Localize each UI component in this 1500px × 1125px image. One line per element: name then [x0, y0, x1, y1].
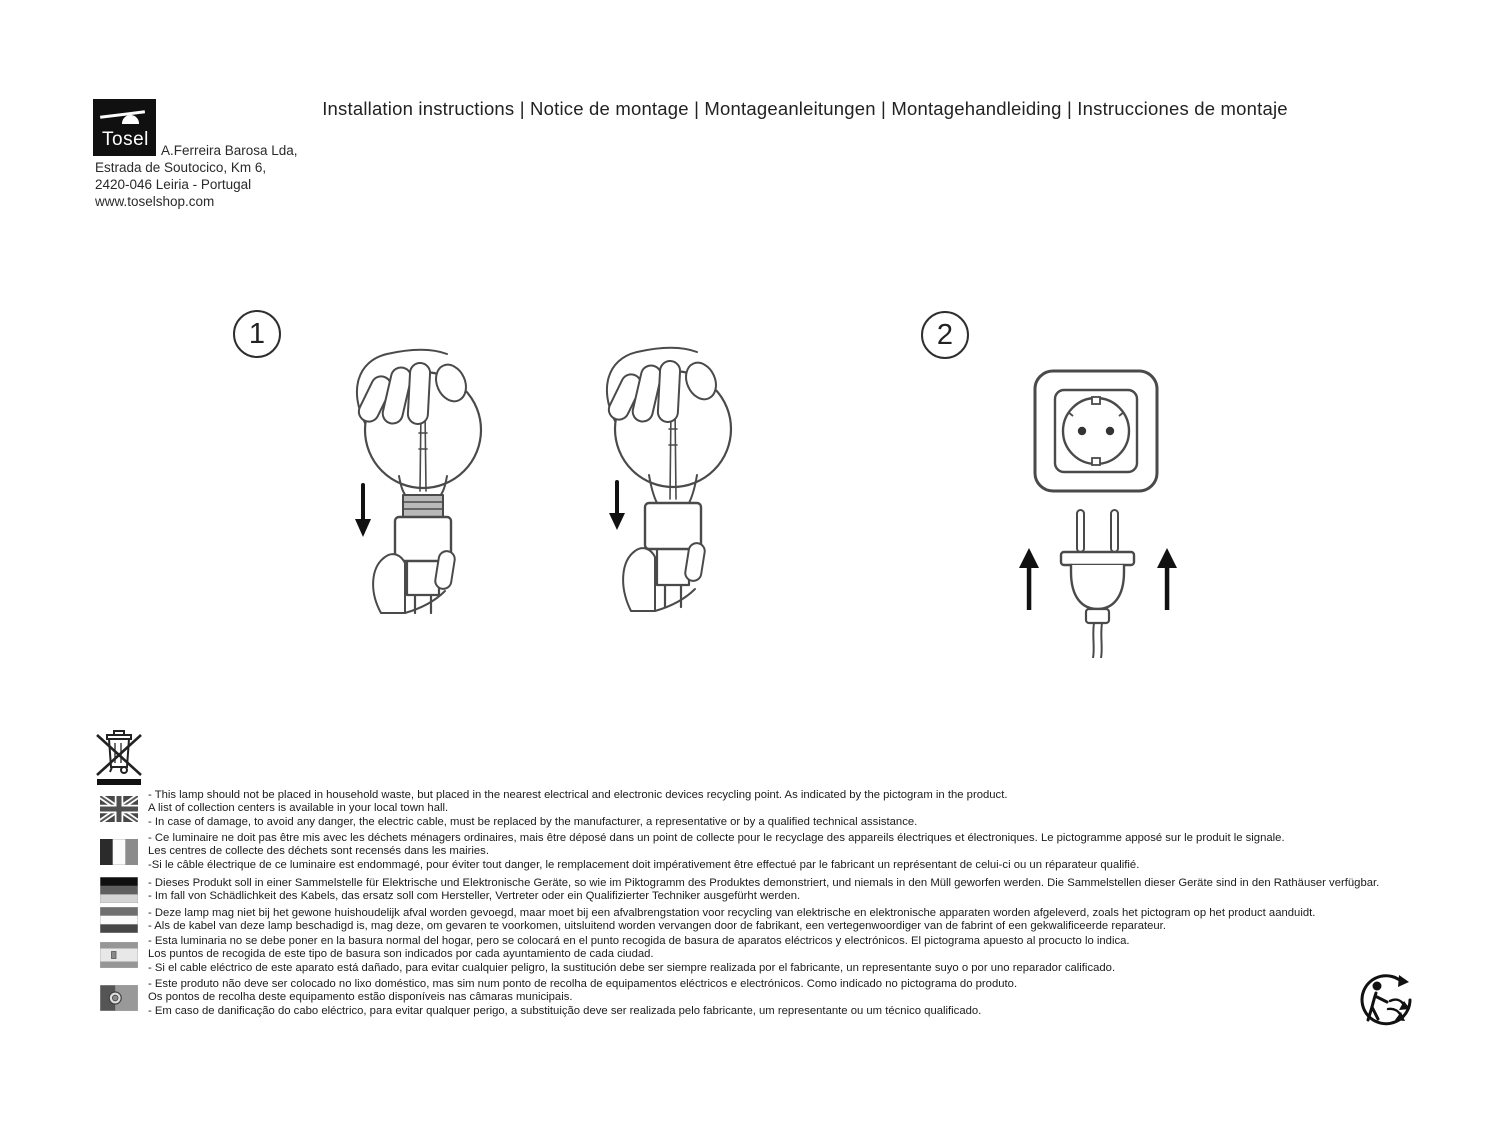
notice-english: [100, 789, 1008, 829]
weee-icon: [95, 729, 143, 786]
notice-line: - Dieses Produkt soll in einer Sammelstelle für Elektrische und Elektronische Geräte, so wie im Piktogramm des Produktes demonstriert, und niemals in den Müll geworfen werden. Die Sammelstellen dieser Geräte sind in den Rathäuser verfügbar.: [148, 877, 1380, 889]
logo-text: Tosel: [102, 129, 149, 150]
address-line: www.toselshop.com: [95, 194, 215, 209]
notice-line: Les centres de collecte des déchets sont recensés dans les mairies.: [148, 845, 489, 858]
triman-icon: [1357, 972, 1415, 1030]
up-arrow-icon: [1016, 548, 1042, 610]
notice-line: - Als de kabel van deze lamp beschadigd is, mag deze, om gevaren te voorkomen, uitsluitend worden vervangen door de fabrikant, een vertegenwoordiger van de fabrint of een gekwalificeerde reparateur.: [148, 920, 1166, 933]
mains-plug-illustration: [1046, 508, 1152, 658]
notice-line: - Im fall von Schädlichkeit des Kabels, das ersatz soll com Hersteller, Vertreter oder ein Qualifizierter Techniker ausgefürht werden.: [148, 890, 801, 903]
down-arrow-icon: [609, 513, 625, 530]
uk-flag: [100, 796, 138, 822]
notice-german: [100, 877, 1379, 904]
company-address: [95, 142, 298, 210]
netherlands-flag: [100, 907, 138, 933]
portugal-flag: [100, 985, 138, 1011]
germany-flag: [100, 877, 138, 903]
notice-line: - Deze lamp mag niet bij het gewone huishoudelijk afval worden gevoegd, maar moet bij een afvalbrengstation voor recycling van elektrische en elektronische apparaten worden afgeleverd, zoals het pictogram op het product aanduidt.: [148, 907, 1316, 919]
spain-flag: [100, 942, 138, 968]
notice-line: Os pontos de recolha deste equipamento estão disponíveis nas câmaras municipais.: [148, 991, 573, 1004]
notice-line: - Si el cable eléctrico de este aparato está dañado, para evitar cualquier peligro, la sustitución debe ser siempre realizada por el fabricante, un representante suyo o por uno reparador calificado.: [148, 961, 1116, 974]
address-line: Estrada de Soutocico, Km 6,: [95, 160, 267, 175]
notice-line: A list of collection centers is available in your local town hall.: [148, 802, 449, 815]
notice-line: - Este produto não deve ser colocado no lixo doméstico, mas sim num ponto de recolha de equipamentos eléctricos e electrónicos. Como indicado no pictograma do produto.: [148, 978, 1018, 990]
notice-dutch: [100, 907, 1315, 934]
up-arrow-icon: [1154, 548, 1180, 610]
lamp-arm-icon: [100, 110, 145, 118]
lamp-shade-icon: [122, 115, 139, 124]
notice-spanish: [100, 935, 1130, 975]
step-2-number: 2: [921, 311, 969, 359]
notice-french: [100, 832, 1285, 872]
notice-line: - In case of damage, to avoid any danger, the electric cable, must be replaced by the manufacturer, a representative or by a qualified technical assistance.: [148, 815, 918, 828]
address-line: 2420-046 Leiria - Portugal: [95, 177, 252, 192]
page-title: Installation instructions | Notice de montage | Montageanleitungen | Montagehandleiding | Instrucciones de montaje: [322, 98, 1288, 119]
notice-portuguese: [100, 978, 1017, 1018]
address-line: A.Ferreira Barosa Lda,: [161, 143, 298, 158]
bulb-into-socket-illustration-2: [585, 345, 765, 615]
step-1-number: 1: [233, 310, 281, 358]
down-arrow-icon: [355, 519, 371, 537]
notice-line: -Si le câble électrique de ce luminaire est endommagé, pour éviter tout danger, le remplacement doit impérativement être effectué par le fabricant un représentant de celui-ci ou un réparateur qualifié.: [148, 858, 1140, 871]
notice-line: - This lamp should not be placed in household waste, but placed in the nearest electrical and electronic devices recycling point. As indicated by the pictogram in the product.: [148, 789, 1008, 801]
wall-socket-illustration: [1032, 368, 1160, 494]
notice-line: Los puntos de recogida de este tipo de basura son indicados por cada ayuntamiento de cada ciudad.: [148, 948, 654, 961]
notice-line: - Ce luminaire ne doit pas être mis avec les déchets ménagers ordinaires, mais être déposé dans un point de collecte pour le recyclage des appareils électriques et électroniques. Le pictogramme apposé sur le produit le signale.: [148, 832, 1285, 844]
notice-line: - Esta luminaria no se debe poner en la basura normal del hogar, pero se colocará en el punto recogida de basura de aparatos eléctricos y electrónicos. El pictograma apuesto al procucto lo indica.: [148, 935, 1130, 947]
notice-line: - Em caso de danificação do cabo eléctrico, para evitar qualquer perigo, a substituição deve ser realizada pelo fabricante, um representante ou um técnico qualificado.: [148, 1004, 982, 1017]
bulb-into-socket-illustration-1: [335, 345, 515, 615]
france-flag: [100, 839, 138, 865]
